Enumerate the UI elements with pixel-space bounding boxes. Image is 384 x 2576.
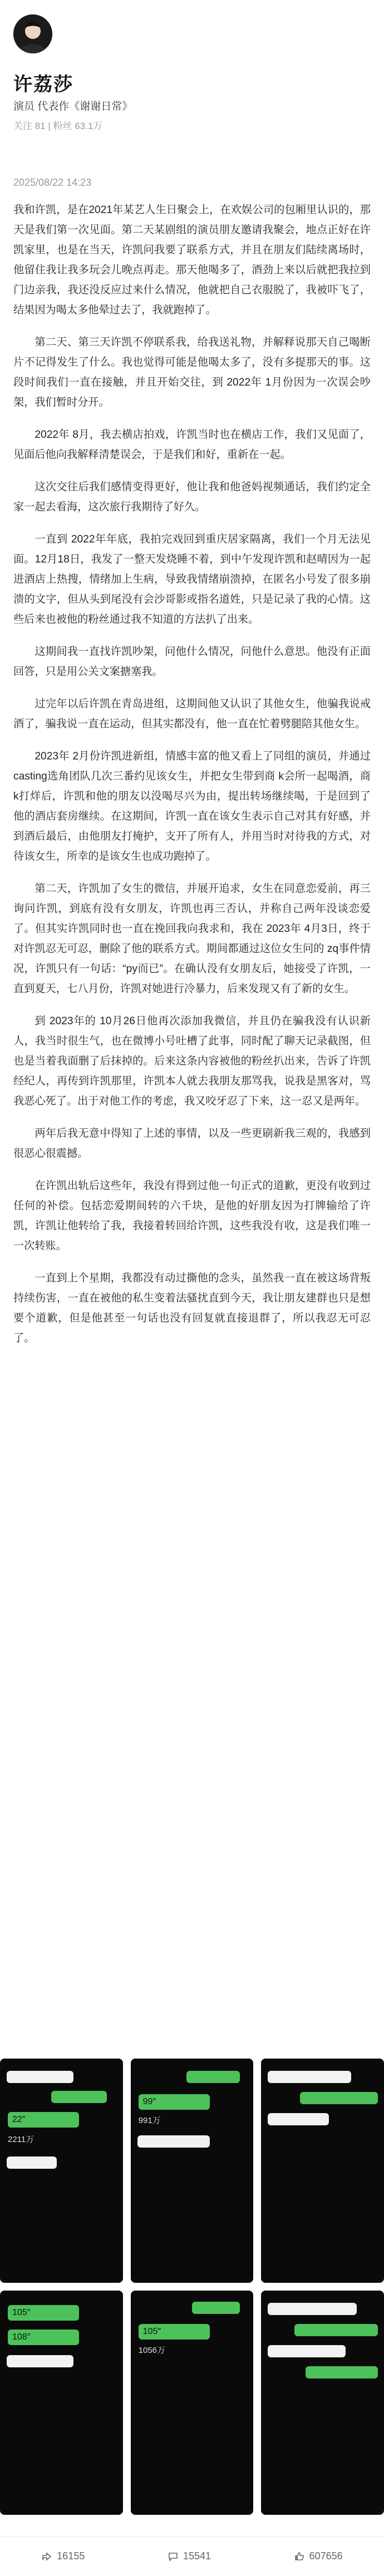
profile-header	[0, 0, 384, 167]
chat-bubble	[186, 2071, 240, 2083]
chat-bubble	[268, 2345, 346, 2357]
profile-role: 演员 代表作《谢谢日常》	[13, 101, 133, 112]
voice-timestamp: 1056万	[138, 2346, 166, 2355]
paragraph: 一直到 2022年年底，我拍完戏回到重庆居家隔离，我们一个月无法见面。12月18日，我发了一整天发烧睡不着，到中午发现许凯和赵晴因为一起进酒店上热搜，情绪加上生病，导致我情绪崩溃掉，在匿名小号发了很多崩溃的文字，但从头到尾没有会沙哥影或指名道姓，只是记录了我的心情。这些后来也被他的粉丝通过我不知道的方法扒了出来。	[13, 534, 371, 625]
voice-duration: 105″	[12, 2308, 31, 2317]
paragraph: 到 2023年的 10月26日他再次添加我微信，并且仍在骗我没有认识新人，我当时很生气，也在微博小号吐槽了此事，同时配了聊天记录截图，但也是当着我面删了后抹掉的。后来这条内容被他的粉丝扒出来，告诉了许凯经纪人，再传到许凯那里，许凯本人就去我朋友那骂我，说我是黑客对，骂我恶心死了。出于对他工作的考虑，我又咬牙忍了下来，这一忍又是两年。	[13, 1015, 371, 1107]
screenshot-grid	[0, 2059, 384, 2515]
post-date: 2025/08/22 14:23	[13, 177, 92, 188]
profile-name[interactable]: 许荔莎	[13, 74, 73, 95]
paragraph: 第二天、第三天许凯不停联系我，给我送礼物，并解释说那天自己喝断片不记得发生了什么。我也觉得可能是他喝太多了，没有多提那天的事。这段时间我们一直在接触，并且开始交往，到 2022年 1月份因为一次误会吵架，我们暂时分开。	[13, 337, 371, 408]
chat-bubble	[268, 2303, 357, 2315]
voice-duration: 99″	[142, 2097, 156, 2106]
voice-timestamp: 2211万	[8, 2135, 35, 2144]
share-button[interactable]	[41, 2550, 85, 2562]
voice-message[interactable]	[8, 2330, 79, 2345]
chat-screenshot[interactable]	[131, 2291, 254, 2515]
voice-message[interactable]	[139, 2094, 210, 2110]
chat-screenshot[interactable]	[261, 2059, 384, 2283]
comment-count: 15541	[183, 2550, 211, 2562]
chat-screenshot[interactable]	[0, 2291, 123, 2515]
voice-duration: 105″	[142, 2327, 161, 2336]
voice-message[interactable]	[8, 2112, 79, 2128]
paragraph: 我和许凯，是在2021年某艺人生日聚会上，在欢娱公司的包厢里认识的，那天是我们第一次见面。第二天某剧组的演员朋友邀请我聚会，地点正好在许凯家里，也是在当天，许凯问我要了联系方式，并且在朋友们陆续离场时，他留住我让我多玩会儿晚点再走。那天他喝多了，酒劲上来以后就把我拉到门边亲我，我还没反应过来什么情况，他就把自己衣服脱了，我被吓飞了，结果因为喝太多他晕过去了，我就跑掉了。	[13, 204, 371, 316]
chat-bubble	[268, 2071, 351, 2083]
paragraph: 这期间我一直找许凯吵架，问他什么情况，问他什么意思。他没有正面回答，只是用公关文案搪塞我。	[13, 646, 371, 678]
voice-duration: 108″	[12, 2332, 31, 2342]
chat-bubble	[192, 2302, 240, 2314]
share-count: 16155	[57, 2550, 85, 2562]
comment-icon	[168, 2551, 179, 2562]
like-icon	[294, 2551, 305, 2562]
paragraph: 一直到上个星期，我都没有动过撕他的念头，虽然我一直在被这场背叛持续伤害，一直在被他的私生变着法骚扰直到今天，我让朋友建群也只是想要个道歉，但是他甚至一句话也没有回复就直接退群了，所以我忍无可忍了。	[13, 1272, 371, 1344]
chat-bubble	[306, 2366, 378, 2378]
paragraph: 2023年 2月份许凯进新组，情感丰富的他又看上了同组的演员，并通过 casting选角团队几次三番约见该女生，并把女生带到商 k会所一起喝酒，商 k打烊后，许凯和他的朋友以没喝尽兴为由，提出转场继续喝，于是回到了他的酒店套房继续。在这期间，许凯一直在该女生表示自己对其有好感，并到酒后最后，由他朋友打掩护，支开了所有人，并用当时对待我的方式，对待该女生，所幸的是该女生也成功跑掉了。	[13, 751, 371, 862]
chat-bubble	[300, 2092, 378, 2104]
paragraph: 2022年 8月，我去横店拍戏，许凯当时也在横店工作，我们又见面了，见面后他向我解释清楚误会，于是我们和好，重新在一起。	[13, 429, 371, 461]
chat-screenshot[interactable]	[261, 2291, 384, 2515]
voice-message[interactable]	[139, 2324, 210, 2340]
like-button[interactable]	[294, 2550, 343, 2562]
voice-duration: 22″	[12, 2115, 26, 2124]
paragraph: 这次交往后我们感情变得更好，他让我和他爸妈视频通话，我们约定全家一起去看海，这次旅行我期待了好久。	[13, 481, 371, 513]
chat-screenshot[interactable]	[0, 2059, 123, 2283]
comment-button[interactable]	[168, 2550, 211, 2562]
avatar[interactable]	[13, 14, 52, 53]
avatar-portrait-icon	[13, 14, 52, 53]
like-count: 607656	[309, 2550, 343, 2562]
post-body	[13, 200, 371, 1361]
chat-bubble	[7, 2071, 73, 2083]
chat-bubble	[137, 2135, 210, 2148]
chat-bubble	[7, 2156, 57, 2169]
voice-message[interactable]	[8, 2305, 79, 2321]
paragraph: 两年后我无意中得知了上述的事情，以及一些更刷新我三观的，我感到很恶心很震撼。	[13, 1128, 371, 1159]
paragraph: 过完年以后许凯在青岛进组，这期间他又认识了其他女生，他骗我说戒酒了，骗我说一直在运动，但其实都没有，他一直在忙着劈腿陪其他女生。	[13, 698, 371, 730]
voice-timestamp: 991万	[138, 2116, 161, 2125]
chat-bubble	[268, 2113, 329, 2125]
chat-bubble	[51, 2091, 107, 2103]
share-icon	[41, 2551, 52, 2562]
action-bar	[0, 2536, 384, 2576]
paragraph: 在许凯出轨后这些年，我没有得到过他一句正式的道歉，更没有收到过任何的补偿。包括恋爱期间转的六千块，是他的好朋友因为打牌输给了许凯，许凯让他转给了我，我接着转回给许凯，这些我没有收，这是我们唯一一次转账。	[13, 1180, 371, 1252]
profile-stats: 关注 81 | 粉丝 63.1万	[13, 121, 103, 131]
paragraph: 第二天，许凯加了女生的微信，并展开追求，女生在同意恋爱前，再三询问许凯，到底有没有女朋友，许凯也再三否认，并称自己两年没谈恋爱了。但其实许凯同时也一直在挽回我向我求和，我在 2023年 4月3日，终于对许凯忍无可忍，删除了他的联系方式。期间都通过这位女生问的 zq事件情况，许凯只有一句话：“py而已”。在确认没有女朋友后，她接受了许凯，一直到夏天，七八月份，许凯对她进行冷暴力，后来发现又有了新的女生。	[13, 883, 371, 995]
chat-bubble	[294, 2324, 378, 2336]
chat-screenshot[interactable]	[131, 2059, 254, 2283]
chat-bubble	[7, 2355, 73, 2367]
